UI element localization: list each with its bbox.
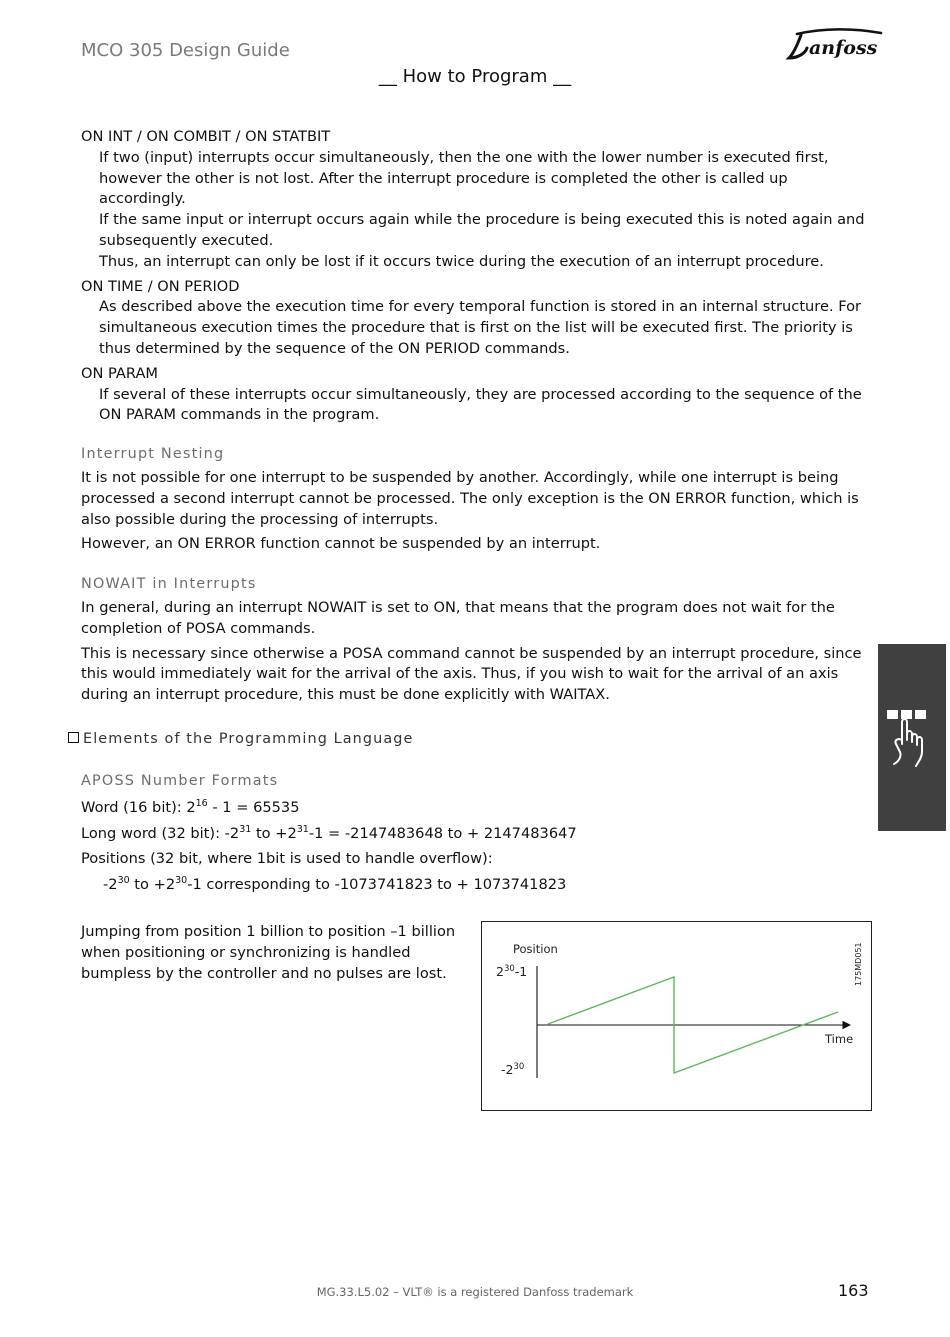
text-line: However, an ON ERROR function cannot be suspended by an interrupt. — [81, 535, 601, 553]
text-run: to +2 — [251, 824, 297, 842]
exponent: 30 — [117, 874, 130, 886]
figure-canvas — [482, 922, 873, 1112]
long-word-format-line — [81, 821, 871, 847]
term-on-param: ON PARAM — [81, 364, 159, 382]
text-run: -2 — [103, 875, 118, 893]
document-title: MCO 305 Design Guide — [81, 40, 290, 61]
position-time-figure — [481, 921, 872, 1111]
text-run: Word (16 bit): 2 — [81, 799, 196, 816]
y-axis-label: Position — [513, 942, 558, 956]
text-line: This is necessary since otherwise a POSA command cannot be suspended by an interrupt procedure, since — [81, 644, 862, 662]
heading-nowait: NOWAIT in Interrupts — [81, 576, 257, 592]
text-run: Long word (32 bit): -2 — [81, 824, 240, 842]
text-line: Thus, an interrupt can only be lost if it occurs twice during the execution of an interrupt procedure. — [99, 252, 824, 270]
figure-code: 175MD051 — [854, 942, 863, 986]
nowait-body — [81, 598, 871, 706]
text-line: subsequently executed. — [99, 231, 274, 249]
text-line: accordingly. — [99, 190, 186, 208]
text-line: this would immediately wait for the arrival of the axis. Thus, if you wish to wait for the arrival of an axis — [81, 665, 839, 683]
positions-range-line — [81, 872, 871, 898]
aposs-body — [81, 795, 871, 897]
exponent: 31 — [239, 823, 252, 835]
page-number: 163 — [838, 1281, 869, 1300]
word-format-line — [81, 795, 871, 821]
jumping-paragraph — [81, 922, 471, 984]
nesting-body — [81, 468, 871, 555]
text-line: also possible during the processing of interrupts. — [81, 510, 439, 528]
text-line: during an interrupt procedure, this must be done explicitly with WAITAX. — [81, 686, 610, 704]
top-limit-label: $2^{30}-1$ — [496, 964, 528, 979]
text-line: It is not possible for one interrupt to be suspended by another. Accordingly, while one interrupt is being — [81, 469, 839, 486]
text-run: - 1 = 65535 — [207, 799, 300, 816]
chapter-heading: __ How to Program __ — [378, 66, 572, 87]
text-line: however the other is not lost. After the interrupt procedure is completed the other is called up — [99, 169, 788, 187]
term-on-int: ON INT / ON COMBIT / ON STATBIT — [81, 128, 331, 145]
chapter-side-tab — [878, 644, 946, 831]
heading-interrupt-nesting: Interrupt Nesting — [81, 446, 225, 462]
text-run: -1 corresponding to -1073741823 to + 1073741823 — [187, 875, 567, 893]
text-line: Jumping from position 1 billion to position –1 billion — [81, 923, 456, 940]
exponent: 30 — [175, 874, 188, 886]
text-line: thus determined by the sequence of the ON PERIOD commands. — [99, 339, 570, 357]
section-heading-text: Elements of the Programming Language — [83, 731, 414, 747]
hand-pointer-icon — [878, 644, 946, 831]
bottom-limit-label: $-2^{30}$ — [501, 1062, 525, 1077]
text-line: ON PARAM commands in the program. — [99, 406, 380, 424]
text-line: processed a second interrupt cannot be processed. The only exception is the ON ERROR function, which is — [81, 489, 859, 507]
text-line: If the same input or interrupt occurs again while the procedure is being executed this is noted again and — [99, 211, 865, 229]
text-run: -1 = -2147483648 to + 2147483647 — [308, 824, 577, 842]
text-run: to +2 — [129, 875, 176, 893]
term-on-time: ON TIME / ON PERIOD — [81, 277, 240, 295]
text-line: bumpless by the controller and no pulses are lost. — [81, 964, 447, 982]
svg-text:anfoss: anfoss — [809, 37, 878, 59]
positions-line: Positions (32 bit, where 1bit is used to handle overflow): — [81, 850, 493, 867]
exponent: 31 — [296, 823, 309, 835]
checkbox-bullet-icon — [68, 732, 79, 743]
text-line: If two (input) interrupts occur simultaneously, then the one with the lower number is executed first, — [99, 148, 829, 166]
on-int-section — [81, 127, 871, 426]
text-line: If several of these interrupts occur simultaneously, they are processed according to the sequence of the — [99, 385, 862, 403]
danfoss-logo — [783, 24, 885, 64]
heading-aposs-number-formats: APOSS Number Formats — [81, 773, 279, 789]
text-line: completion of POSA commands. — [81, 619, 316, 637]
exponent: 16 — [195, 798, 208, 810]
footer-text: MG.33.L5.02 – VLT® is a registered Danfoss trademark — [316, 1285, 634, 1299]
text-line: simultaneous execution times the procedure that is first on the list will be executed first. The priority is — [99, 319, 853, 337]
text-line: As described above the execution time for every temporal function is stored in an internal structure. For — [99, 298, 862, 316]
text-line: In general, during an interrupt NOWAIT is set to ON, that means that the program does not wait for the — [81, 599, 835, 616]
text-line: when positioning or synchronizing is handled — [81, 943, 411, 961]
section-heading-elements — [68, 731, 413, 747]
x-axis-label: Time — [825, 1032, 854, 1046]
